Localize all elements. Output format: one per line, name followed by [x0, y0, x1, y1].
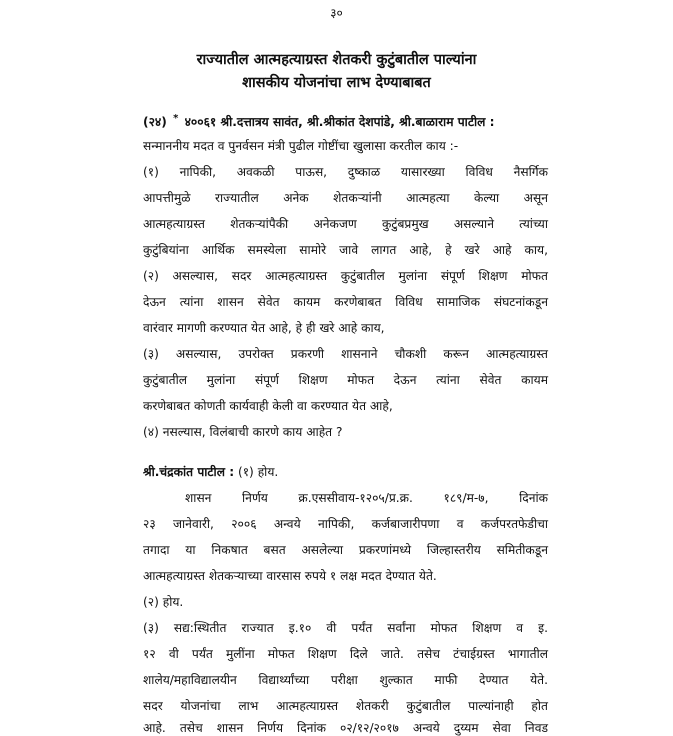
question-line: (२) असल्यास, सदर आत्महत्याग्रस्त कुटुंबातील मुलांना संपूर्ण शिक्षण मोफत	[143, 269, 548, 283]
answer-part-1: (१) होय.	[237, 465, 279, 479]
answer-line: आत्महत्याग्रस्त शेतकऱ्याच्या वारसास रुपये १ लक्ष मदत देण्यात येते.	[143, 569, 437, 583]
question-line: करणेबाबत कोणती कार्यवाही केली वा करण्यात येत आहे,	[143, 399, 393, 413]
answer-line: १२ वी पर्यंत मुलींना मोफत शिक्षण दिले जाते. तसेच टंचाईग्रस्त भागातील	[143, 647, 548, 661]
answer-line: सदर योजनांचा लाभ आत्महत्याग्रस्त शेतकरी कुटुंबातील पाल्यांनाही होत	[143, 699, 548, 713]
answer-minister: श्री.चंद्रकांत पाटील :	[143, 465, 235, 479]
question-line: देऊन त्यांना शासन सेवेत कायम करणेबाबत विविध सामाजिक संघटनांकडून	[143, 295, 548, 309]
document-title-line-1: राज्यातील आत्महत्याग्रस्त शेतकरी कुटुंबातील पाल्यांना	[196, 52, 477, 68]
question-header	[143, 113, 563, 130]
question-line: आपत्तीमुळे राज्यातील अनेक शेतकऱ्यांनी आत्महत्या केल्या असून	[143, 191, 548, 205]
answer-header	[143, 463, 548, 480]
answer-line: (३) सद्य:स्थितीत राज्यात इ.१० वी पर्यंत सर्वांना मोफत शिक्षण व इ.	[143, 621, 548, 635]
question-line: वारंवार मागणी करण्यात येत आहे, हे ही खरे आहे काय,	[143, 321, 385, 335]
question-line: आत्महत्याग्रस्त शेतकऱ्यांपैकी अनेकजण कुटुंबप्रमुख असल्याने त्यांच्या	[143, 217, 548, 231]
question-line: कुटुंबातील मुलांना संपूर्ण शिक्षण मोफत देऊन त्यांना सेवेत कायम	[143, 373, 548, 387]
starred-question-mark: *	[173, 113, 179, 124]
question-line: (३) असल्यास, उपरोक्त प्रकरणी शासनाने चौकशी करून आत्महत्याग्रस्त	[143, 347, 548, 361]
question-line: (१) नापिकी, अवकळी पाऊस, दुष्काळ यासारख्या विविध नैसर्गिक	[143, 165, 548, 179]
answer-line: तगादा या निकषात बसत असलेल्या प्रकरणांमध्ये जिल्हास्तरीय समितीकडून	[143, 543, 548, 557]
question-number: (२४)	[143, 115, 167, 130]
answer-line: (२) होय.	[143, 595, 184, 609]
answer-line: २३ जानेवारी, २००६ अन्वये नापिकी, कर्जबाजारीपणा व कर्जपरतफेडीचा	[143, 517, 548, 531]
question-members: ४००६१ श्री.दत्तात्रय सावंत, श्री.श्रीकांत देशपांडे, श्री.बाळाराम पाटील :	[184, 115, 495, 130]
question-line: (४) नसल्यास, विलंबाची कारणे काय आहेत ?	[143, 425, 343, 439]
question-line: सन्माननीय मदत व पुनर्वसन मंत्री पुढील गोष्टींचा खुलासा करतील काय :-	[143, 139, 459, 153]
answer-line: शासन निर्णय क्र.एससीवाय-१२०५/प्र.क्र. १८९/म-७, दिनांक	[185, 491, 548, 505]
page-number: ३०	[330, 6, 343, 20]
answer-line: शालेय/महाविद्यालयीन विद्यार्थ्यांच्या परीक्षा शुल्कात माफी देण्यात येते.	[143, 673, 548, 687]
document-title-line-2: शासकीय योजनांचा लाभ देण्याबाबत	[242, 75, 431, 91]
question-line: कुटुंबियांना आर्थिक समस्येला सामोरे जावे लागत आहे, हे खरे आहे काय,	[143, 243, 548, 257]
answer-line: आहे. तसेच शासन निर्णय दिनांक ०२/१२/२०१७ अन्वये दुय्यम सेवा निवड	[143, 721, 548, 735]
